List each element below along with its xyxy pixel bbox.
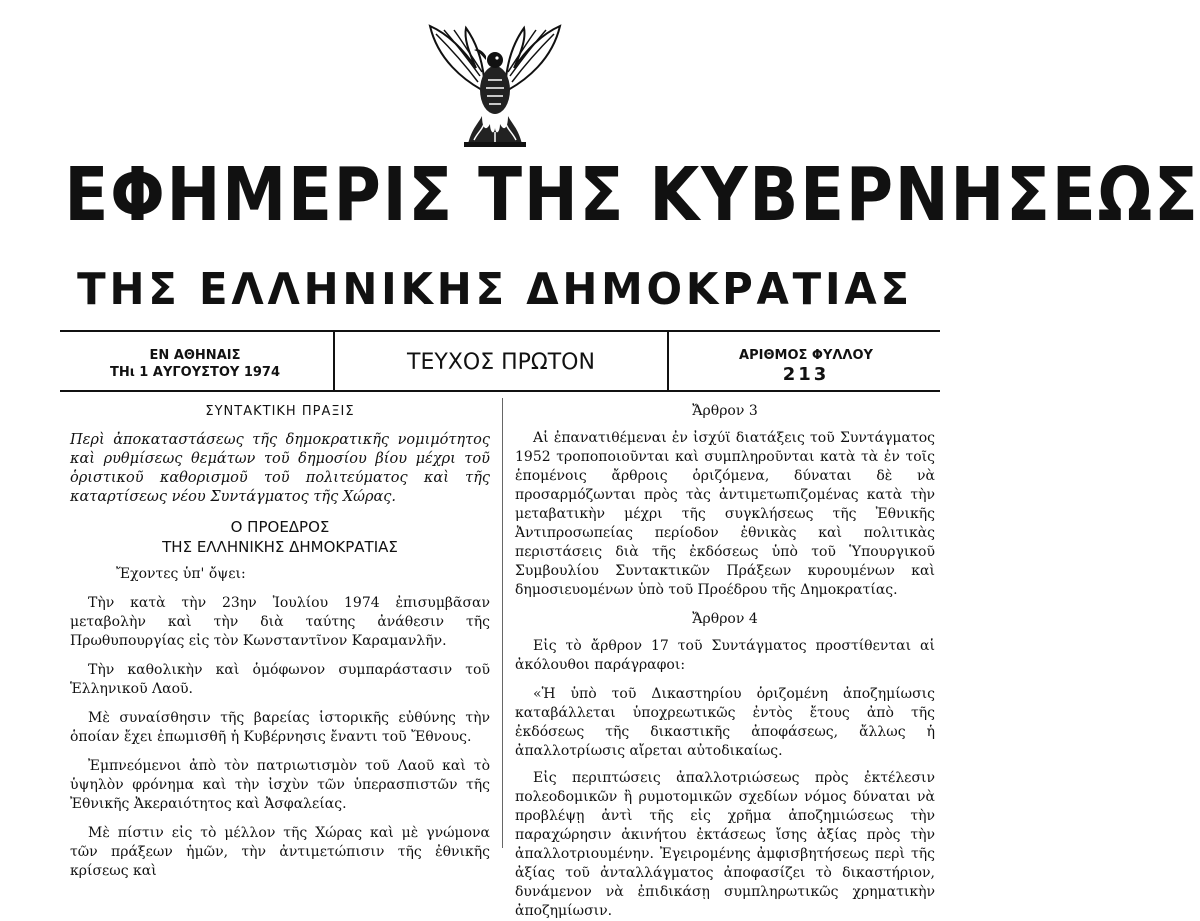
article-3-heading: Ἄρθρον 3 [692,403,758,419]
header-sheet [672,347,940,383]
header-divider-left [333,332,335,390]
preamble-paragraph: Μὲ πίστιν εἰς τὸ μέλλον τῆς Χώρας καὶ μὲ γνώμονα τῶν πράξεων ἡμῶν, τὴν ἀντιμετώπισιν τῆς ἐθνικῆς κρίσεως καὶ [70,825,490,879]
article-3-text: Αἱ ἐπανατιθέμεναι ἐν ἰσχύϊ διατάξεις τοῦ Συντάγματος 1952 τροποποιοῦνται καὶ συμπληροῦνται κατὰ τὰ ἐν τοῖς ἑπομένοις ἄρθροις ὁριζόμενα, δύναται δὲ νὰ προσαρμόζωνται πρὸς τὰς ἀντιμετωπιζομένας κατὰ τὴν μεταβατικὴν μέχρι τῆς συγκλήσεως τῆς Ἐθνικῆς Ἀντιπροσωπείας περίοδον ἐθνικὰς καὶ πολιτικὰς περιστάσεις διὰ τῆς ἐκδόσεως ὑπὸ τοῦ Ὑπουργικοῦ Συμβουλίου Συντακτικῶν Πράξεων κυρουμένων καὶ δημοσιευομένων ὑπὸ τοῦ Προέδρου τῆς Δημοκρατίας. [515,430,935,598]
left-column [70,402,490,881]
preamble-paragraph: Μὲ συναίσθησιν τῆς βαρείας ἱστορικῆς εὐθύνης τὴν ὁποίαν ἔχει ἐπωμισθῆ ἡ Κυβέρνησις ἔναντι τοῦ Ἔθνους. [70,710,490,745]
article-4-heading: Ἄρθρον 4 [692,611,758,627]
preamble-paragraph: Τὴν καθολικὴν καὶ ὁμόφωνον συμπαράστασιν τοῦ Ἑλληνικοῦ Λαοῦ. [70,662,490,697]
article-4-paragraph: «Ἡ ὑπὸ τοῦ Δικαστηρίου ὁριζομένη ἀποζημίωσις καταβάλλεται ὑποχρεωτικῶς ἐντὸς ἔτους ἀπὸ τῆς ἐκδόσεως τῆς δικαστικῆς ἀποφάσεως, ἄλλως ἡ ἀπαλλοτρίωσις αἴρεται αὐτοδικαίως. [515,686,935,759]
masthead-title: ΕΦΗΜΕΡΙΣ ΤΗΣ ΚΥΒΕΡΝΗΣΕΩΣ [64,152,1200,238]
right-column [515,402,935,921]
phoenix-emblem [424,20,566,150]
header-sheet-label: ΑΡΙΘΜΟΣ ΦΥΛΛΟΥ [739,348,873,363]
article-4-intro: Εἰς τὸ ἄρθρον 17 τοῦ Συντάγματος προστίθενται αἱ ἀκόλουθοι παράγραφοι: [515,638,935,673]
header-place: ΕΝ ΑΘΗΝΑΙΣ [149,348,241,363]
header-issue: ΤΕΥΧΟΣ ΠΡΩΤΟΝ [407,350,595,375]
act-title: ΣΥΝΤΑΚΤΙΚΗ ΠΡΑΞΙΣ [205,404,355,419]
header-place-date [60,347,330,381]
header-rule-top [60,330,940,332]
header-sheet-number: 213 [782,364,830,385]
president-heading-1: Ο ΠΡΟΕΔΡΟΣ [230,518,330,536]
header-date: ΤΗι 1 ΑΥΓΟΥΣΤΟΥ 1974 [109,365,281,380]
president-heading-2: ΤΗΣ ΕΛΛΗΝΙΚΗΣ ΔΗΜΟΚΡΑΤΙΑΣ [162,538,398,556]
header-divider-right [667,332,669,390]
article-4-paragraph: Εἰς περιπτώσεις ἀπαλλοτριώσεως πρὸς ἐκτέλεσιν πολεοδομικῶν ἢ ρυμοτομικῶν σχεδίων νόμος δύναται νὰ προβλέψῃ ἀντὶ τῆς εἰς χρῆμα ἀποζημιώσεως τὴν παραχώρησιν ἀκινήτου ἐκτάσεως ἴσης ἀξίας πρὸς τὴν ἀπαλλοτριουμένην. Ἐγειρομένης ἀμφισβητήσεως περὶ τῆς ἀξίας τοῦ ἀνταλλάγματος ἀποφασίζει τὸ δικαστήριον, δυνάμενον νὰ ἐπιδικάσῃ συμπληρωτικῶς χρηματικὴν ἀποζημίωσιν. [515,770,935,919]
preamble-paragraph: Τὴν κατὰ τὴν 23ην Ἰουλίου 1974 ἐπισυμβᾶσαν μεταβολὴν καὶ τὴν διὰ ταύτης ἀνάθεσιν τῆς Πρωθυπουργίας εἰς τὸν Κωνσταντῖνον Καραμανλῆν. [70,595,490,649]
having-in-view: Ἔχοντες ὑπ' ὄψει: [116,566,246,582]
column-separator [502,398,503,848]
header-rule-bottom [60,390,940,392]
act-subject: Περὶ ἀποκαταστάσεως τῆς δημοκρατικῆς νομιμότητος καὶ ρυθμίσεως θεμάτων τοῦ δημοσίου βίου μέχρι τοῦ ὁριστικοῦ καθορισμοῦ τοῦ πολιτεύματος καὶ τῆς καταρτίσεως νέου Συντάγματος τῆς Χώρας. [70,432,490,505]
preamble-paragraph: Ἐμπνεόμενοι ἀπὸ τὸν πατριωτισμὸν τοῦ Λαοῦ καὶ τὸ ὑψηλὸν φρόνημα καὶ τὴν ἰσχὺν τῶν ὑπερασπιστῶν τῆς Ἐθνικῆς Ἀκεραιότητος καὶ Ἀσφαλείας. [70,758,490,812]
masthead-subtitle: ΤΗΣ ΕΛΛΗΝΙΚΗΣ ΔΗΜΟΚΡΑΤΙΑΣ [77,264,913,315]
